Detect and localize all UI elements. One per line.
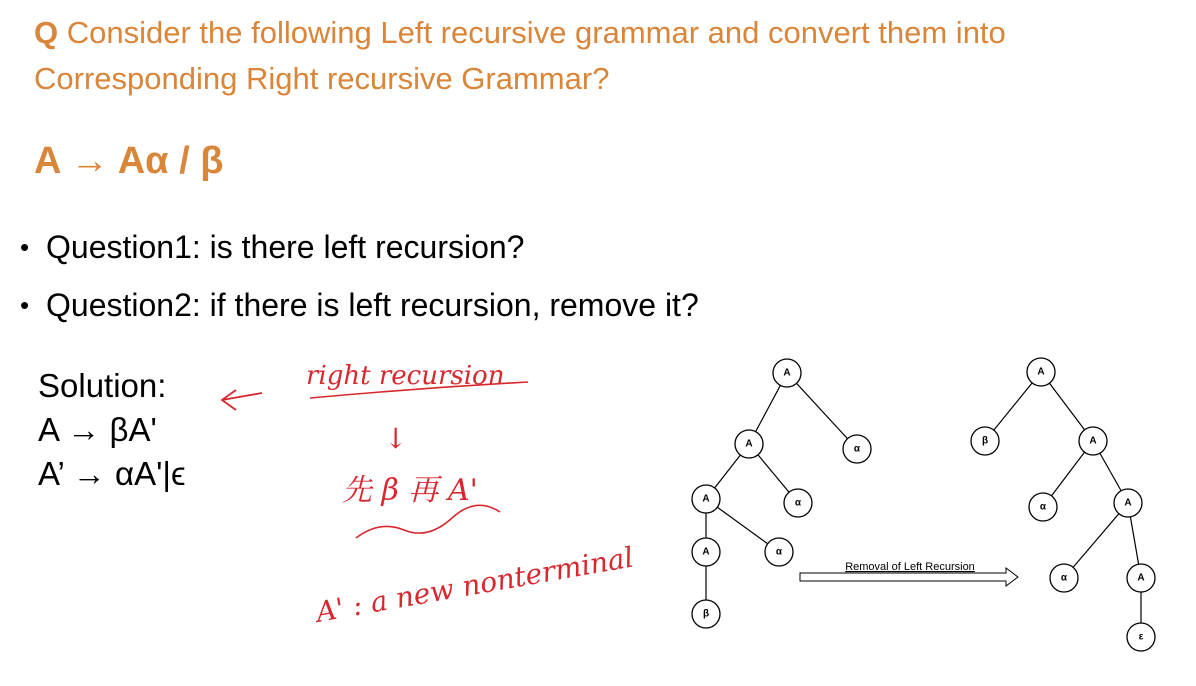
question-text: Consider the following Left recursive grammar and convert them into Corresponding Right recursive Grammar? bbox=[34, 15, 1006, 96]
removal-arrow bbox=[800, 561, 1018, 586]
annotation-first-then: 先 β 再 A' bbox=[342, 473, 478, 508]
svg-text:A: A bbox=[702, 493, 710, 505]
annotation-new-nonterminal: A' : a new nonterminal bbox=[313, 540, 636, 629]
svg-text:α: α bbox=[794, 497, 802, 509]
question-prefix: Q bbox=[34, 15, 59, 50]
tree-node bbox=[1127, 623, 1155, 651]
bullet-icon: • bbox=[20, 231, 30, 262]
arrow-left-icon bbox=[222, 390, 262, 410]
svg-text:A: A bbox=[745, 438, 753, 450]
svg-text:A: A bbox=[1124, 497, 1132, 509]
svg-text:ε: ε bbox=[1138, 631, 1144, 643]
solution-line-2: A’ → αA'|ϵ bbox=[38, 455, 186, 492]
annotation-right-recursion: right recursion bbox=[306, 361, 505, 391]
question-2: Question2: if there is left recursion, remove it? bbox=[46, 286, 699, 323]
tree-node bbox=[1114, 489, 1142, 517]
tree-node bbox=[843, 435, 871, 463]
tree-node bbox=[692, 600, 720, 628]
svg-text:A: A bbox=[1089, 435, 1097, 447]
wavy-underline-mark bbox=[356, 505, 500, 538]
svg-text:β: β bbox=[702, 608, 710, 620]
svg-text:A: A bbox=[783, 367, 791, 379]
annotation-down-arrow: ↓ bbox=[384, 422, 408, 455]
tree-node bbox=[735, 430, 763, 458]
svg-text:α: α bbox=[775, 546, 783, 558]
left-recursive-tree bbox=[692, 359, 871, 628]
question-1: Question1: is there left recursion? bbox=[46, 228, 525, 265]
right-recursive-tree bbox=[971, 358, 1155, 651]
tree-node bbox=[971, 427, 999, 455]
tree-node bbox=[1050, 564, 1078, 592]
tree-node bbox=[1027, 358, 1055, 386]
svg-text:β: β bbox=[981, 435, 989, 447]
tree-node bbox=[773, 359, 801, 387]
tree-node bbox=[692, 538, 720, 566]
tree-node bbox=[1079, 427, 1107, 455]
tree-node bbox=[1127, 564, 1155, 592]
tree-node bbox=[784, 489, 812, 517]
removal-caption: Removal of Left Recursion bbox=[845, 561, 975, 573]
solution-label: Solution: bbox=[38, 367, 167, 404]
svg-text:A: A bbox=[702, 546, 710, 558]
tree-node bbox=[1029, 493, 1057, 521]
solution-line-1: A → βA' bbox=[38, 411, 157, 448]
svg-text:α: α bbox=[853, 443, 861, 455]
tree-node bbox=[765, 538, 793, 566]
bullet-icon: • bbox=[20, 289, 30, 320]
svg-text:A: A bbox=[1137, 572, 1145, 584]
svg-text:α: α bbox=[1060, 572, 1068, 584]
svg-text:A: A bbox=[1037, 366, 1045, 378]
grammar-rule: A → Aα / β bbox=[34, 140, 224, 182]
tree-node bbox=[692, 485, 720, 513]
handwritten-annotations bbox=[222, 361, 636, 629]
svg-text:α: α bbox=[1039, 501, 1047, 513]
